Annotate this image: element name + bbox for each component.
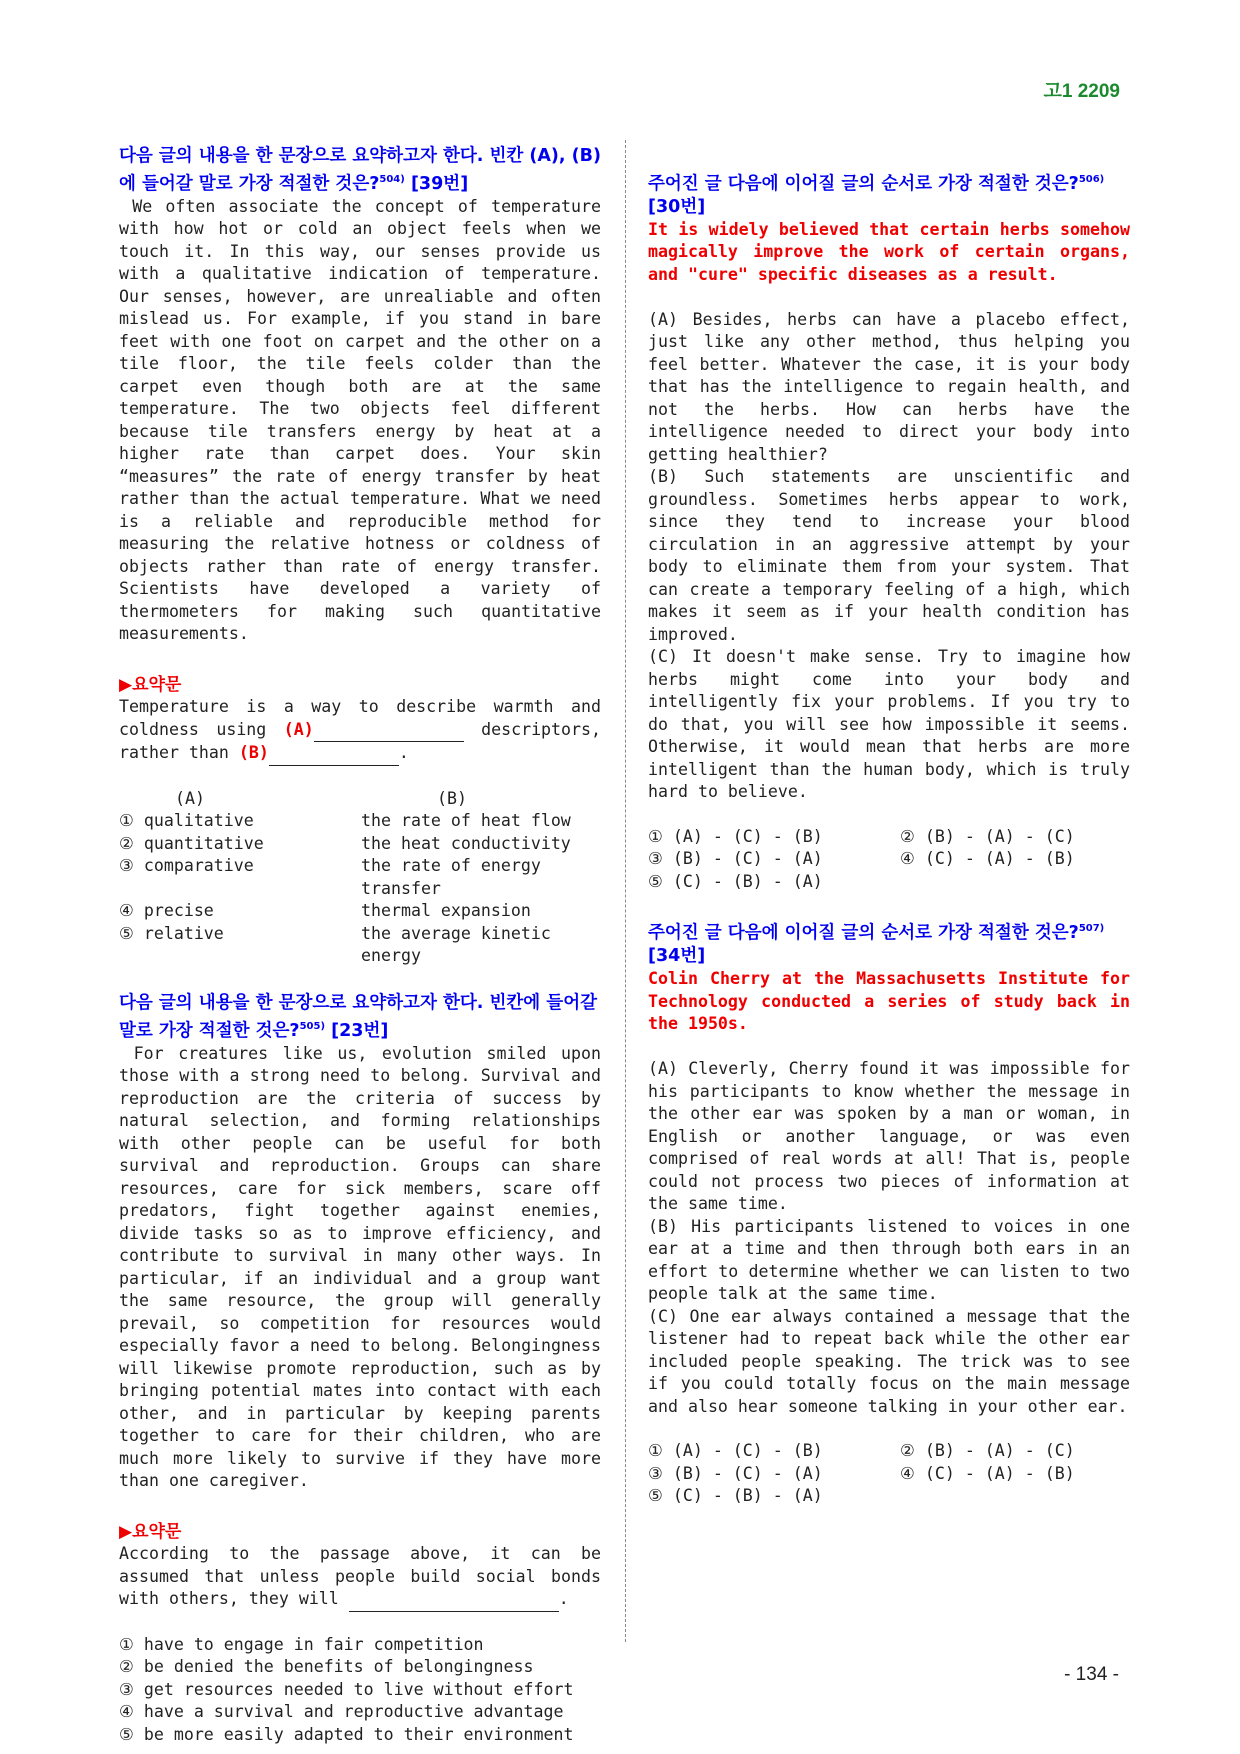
footnote-507: 507)	[1078, 923, 1105, 935]
option-item[interactable]: ① have to engage in fair competition	[119, 1634, 484, 1654]
choice-a: ① qualitative	[119, 811, 254, 831]
choice-row[interactable]	[119, 900, 601, 923]
spacer	[648, 286, 1130, 309]
question-504-passage: We often associate the concept of temperature with how hot or cold an object feels when we touch it. In this way, our senses provide us with a qualitative indication of temperature. Our senses, however, are unrealiable and often mislead us. For example, if you stand in bare feet with one foot on carpet and the other on a tile floor, the tile feels colder than the carpet even though both are at the same temperature. The two objects feel different because tile transfers energy by heat at a higher rate than carpet does. Your skin “measures” the rate of energy transfer by heat rather than the actual temperature. What we need is a reliable and reproducible method for measuring the relative hotness or coldness of objects rather than rate of energy transfer. Scientists have developed a variety of thermometers for making such quantitative measurements.	[119, 196, 611, 644]
left-column	[119, 145, 611, 1746]
right-column	[648, 168, 1140, 1508]
col-b-header: (B)	[437, 788, 467, 808]
blank-a	[314, 719, 464, 743]
order-options	[648, 826, 1130, 894]
choice-a: ④ precise	[119, 901, 214, 921]
question-506-title: 주어진 글 다음에 이어질 글의 순서로 가장 적절한 것은?$^{506)}$ [30번]	[648, 173, 1105, 217]
spacer	[119, 968, 601, 992]
choices-table	[119, 788, 601, 968]
question-507-number: [34번]	[648, 946, 706, 967]
blank-b	[269, 742, 399, 766]
blank-b-label: (B)	[238, 743, 269, 763]
footnote-506: 506)	[1078, 174, 1105, 185]
choice-row[interactable]	[119, 833, 601, 856]
question-504-title: 다음 글의 내용을 한 문장으로 요약하고자 한다. 빈칸 (A), (B)에 들어갈 말로 가장 적절한 것은?$^{504)}$ [39번]	[119, 146, 602, 194]
column-divider	[625, 140, 626, 1642]
given-sentence: It is widely believed that certain herbs somehow magically improve the work of certain organs, and "cure" specific diseases as a result.	[648, 219, 1130, 284]
question-506-number: [30번]	[648, 196, 706, 217]
option-item[interactable]: ④ (C) - (A) - (B)	[900, 1463, 1075, 1483]
option-item[interactable]: ③ get resources needed to live without effort	[119, 1679, 574, 1699]
question-504	[119, 145, 611, 968]
choice-b: the rate of heat flow	[361, 811, 571, 831]
paragraph-c: (C) One ear always contained a message that the listener had to repeat back while the other ear included people speaking. The trick was to see if you could totally focus on the main message and also hear someone talking in your other ear.	[648, 1306, 1140, 1416]
question-504-number: [39번]	[410, 173, 469, 194]
question-506	[648, 168, 1140, 893]
option-item[interactable]: ② (B) - (A) - (C)	[900, 1441, 1075, 1461]
paragraph-b: (B) His participants listened to voices in one ear at a time and then through both ears in an effort to determine whether we can listen to two people talk at the same time.	[648, 1216, 1140, 1304]
option-item[interactable]: ③ (B) - (C) - (A)	[648, 1463, 823, 1483]
spacer	[648, 1036, 1130, 1059]
paragraph-a: (A) Cleverly, Cherry found it was impossible for his participants to know whether the message in the other ear was spoken by a man or woman, in English or another language, or was even comprised of real words at all! That is, people could not process two pieces of information at the same time.	[648, 1059, 1140, 1214]
choice-b: thermal expansion	[361, 901, 531, 921]
paragraph-a: (A) Besides, herbs can have a placebo effect, just like any other method, thus helping you feel better. Whatever the case, it is your body that has the intelligence to regain health, and not the herbs. How can herbs have the intelligence needed to direct your body into getting healthier?	[648, 309, 1140, 464]
choice-b: the heat conductivity	[361, 833, 571, 853]
option-item[interactable]: ④ have a survival and reproductive advantage	[119, 1702, 564, 1722]
option-item[interactable]: ③ (B) - (C) - (A)	[648, 849, 823, 869]
choice-b: the average kinetic energy	[361, 923, 551, 966]
options-list	[119, 1634, 601, 1747]
exam-code: 고1 2209	[1043, 81, 1120, 102]
option-item[interactable]: ② (B) - (A) - (C)	[900, 826, 1075, 846]
paragraph-c: (C) It doesn't make sense. Try to imagine how herbs might come into your body and intelligently fix your problems. If you try to do that, you will see how impossible it seems. Otherwise, it would mean that herbs are more intelligent than the human body, which is truly hard to believe.	[648, 647, 1140, 802]
spacer	[648, 893, 1130, 917]
summary-heading: ▶요약문	[119, 1521, 182, 1542]
option-item[interactable]: ⑤ (C) - (B) - (A)	[648, 1486, 823, 1506]
footnote-504: 504)	[379, 174, 405, 185]
option-item[interactable]: ① (A) - (C) - (B)	[648, 826, 823, 846]
question-505-number: [23번]	[331, 1020, 389, 1041]
choice-a: ② quantitative	[119, 833, 264, 853]
question-505-passage: For creatures like us, evolution smiled upon those with a strong need to belong. Survival and reproduction are the criteria of success by natural selection, and forming relationships with other people can be useful for both survival and reproduction. Groups can share resources, care for sick members, scare off predators, fight together against enemies, divide tasks so as to improve efficiency, and contribute to survival in many other ways. In particular, if an individual and a group want the same resource, the group will generally prevail, so competition for resources would especially favor a need to belong. Belongingness will likewise promote reproduction, such as by bringing potential mates into contact with each other, and in particular by keeping parents together to care for their children, who are much more likely to survive if they have more than one caregiver.	[119, 1043, 611, 1491]
choice-row[interactable]	[119, 923, 601, 968]
blank-a-label: (A)	[283, 719, 314, 739]
question-507	[648, 917, 1140, 1507]
choice-b: the rate of energy transfer	[361, 856, 541, 898]
choice-row[interactable]	[119, 855, 601, 900]
given-sentence: Colin Cherry at the Massachusetts Institute for Technology conducted a series of study back in the 1950s.	[648, 969, 1130, 1034]
col-a-header: (A)	[175, 788, 205, 808]
choice-a: ⑤ relative	[119, 923, 224, 943]
option-item[interactable]: ⑤ be more easily adapted to their environment	[119, 1724, 574, 1744]
footnote-505: 505)	[299, 1020, 326, 1032]
paragraph-b: (B) Such statements are unscientific and groundless. Sometimes herbs appear to work, since they tend to increase your blood circulation in an aggressive attempt by your body to eliminate them from your system. That can create a temporary feeling of a high, which makes it seem as if your health condition has improved.	[648, 467, 1140, 644]
page-number: - 134 -	[1064, 1664, 1119, 1685]
option-item[interactable]: ⑤ (C) - (B) - (A)	[648, 871, 823, 891]
choice-row[interactable]	[119, 810, 601, 833]
option-item[interactable]: ④ (C) - (A) - (B)	[900, 849, 1075, 869]
choice-a: ③ comparative	[119, 856, 254, 876]
option-item[interactable]: ② be denied the benefits of belongingness	[119, 1657, 534, 1677]
question-507-title: 주어진 글 다음에 이어질 글의 순서로 가장 적절한 것은?$^{507)}$ [34번]	[648, 923, 1105, 967]
order-options	[648, 1440, 1130, 1508]
summary-sentence: Temperature is a way to describe warmth and coldness using (A) descriptors, rather than (B) .	[119, 696, 601, 766]
question-505	[119, 992, 611, 1746]
option-item[interactable]: ① (A) - (C) - (B)	[648, 1441, 823, 1461]
summary-blank	[349, 1588, 559, 1612]
summary-sentence: According to the passage above, it can be assumed that unless people build social bonds with others, they will .	[119, 1543, 601, 1612]
question-505-title: 다음 글의 내용을 한 문장으로 요약하고자 한다. 빈칸에 들어갈 말로 가장 적절한 것은?$^{505)}$ [23번]	[119, 992, 598, 1041]
summary-heading: ▶요약문	[119, 674, 182, 695]
